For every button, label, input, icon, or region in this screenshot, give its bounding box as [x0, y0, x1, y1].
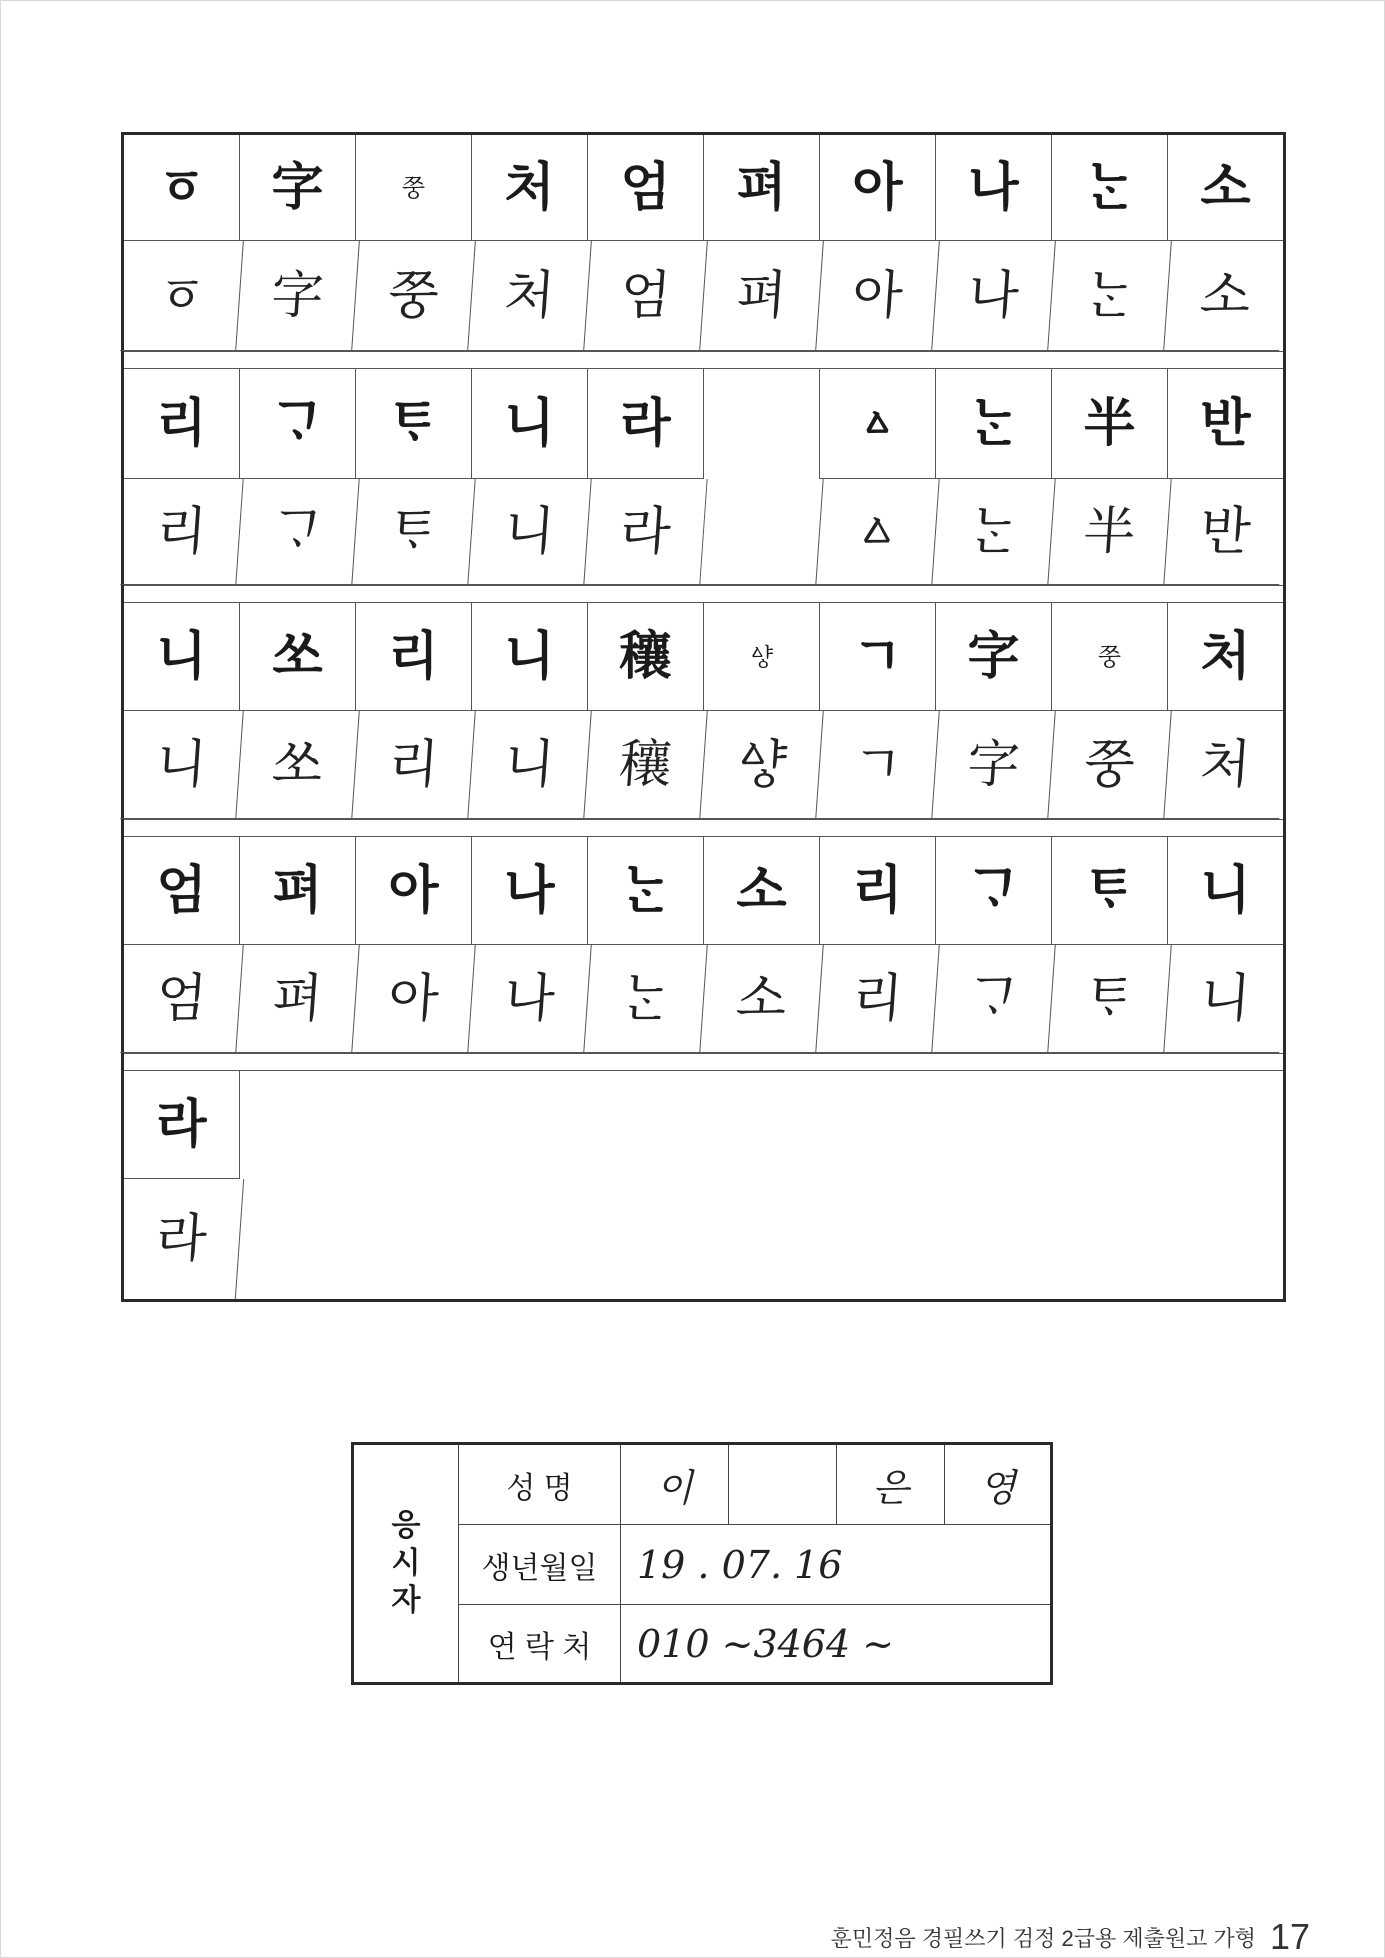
birth-date-label: 생년월일 [459, 1525, 621, 1604]
handwritten-cell: 字 [236, 241, 360, 351]
model-cell: 처 [1168, 603, 1283, 711]
handwritten-cell: 엄 [120, 945, 244, 1053]
name-char[interactable] [729, 1445, 837, 1524]
side-label-char: 응 [391, 1509, 421, 1543]
handwritten-cell: 나 [932, 241, 1056, 351]
handwritten-cell: 나 [468, 945, 592, 1053]
model-row [124, 369, 1283, 479]
model-cell: 소 [704, 837, 820, 945]
handwritten-cell: 엄 [584, 241, 708, 351]
copy-row [124, 711, 1283, 819]
handwritten-cell: 니 [468, 711, 592, 819]
model-cell: ᄂᆞᆫ [936, 369, 1052, 479]
handwritten-cell: 니 [468, 479, 591, 585]
model-cell: 쏘 [240, 603, 356, 711]
model-cell: 라 [124, 1071, 240, 1179]
name-label: 성 명 [459, 1445, 621, 1524]
birth-date-field[interactable]: 19 . 07. 16 [637, 1542, 843, 1587]
model-cell: 니 [124, 603, 240, 711]
model-cell: ᄀᆞ [240, 369, 356, 479]
side-label-char: 자 [391, 1584, 421, 1618]
handwritten-cell: ᄂᆞᆫ [932, 479, 1055, 585]
handwritten-cell: ᄂᆞᆫ [1048, 241, 1172, 351]
model-cell: ᄀᆞ [936, 837, 1052, 945]
copy-row [124, 945, 1283, 1053]
handwritten-cell: ᄂᆞᆫ [584, 945, 708, 1053]
model-cell: ᄂᆞᆫ [1052, 135, 1168, 241]
contact-row [459, 1605, 1050, 1682]
blank-cell [700, 479, 823, 585]
footer-caption: 훈민정음 경필쓰기 검정 2급용 제출원고 가형 [830, 1925, 1256, 1951]
model-cell: 리 [820, 837, 936, 945]
model-cell: 소 [1168, 135, 1283, 241]
handwritten-cell: ᄀᆞ [236, 479, 359, 585]
model-cell: 나 [472, 837, 588, 945]
row-gap [124, 585, 1283, 603]
side-label-char: 시 [391, 1546, 421, 1580]
handwritten-cell: 라 [120, 1179, 244, 1299]
contact-label: 연 락 처 [459, 1605, 621, 1682]
model-cell: 엄 [588, 135, 704, 241]
page-number: 17 [1269, 1916, 1310, 1957]
copy-row [124, 241, 1283, 351]
model-cell: ㄱ [820, 603, 936, 711]
applicant-side-label [354, 1445, 459, 1682]
model-cell: ㆆ [124, 135, 240, 241]
model-cell: 字 [936, 603, 1052, 711]
handwritten-cell: 니 [120, 711, 244, 819]
copy-row [124, 1179, 1283, 1299]
model-cell: 아 [356, 837, 472, 945]
blank-cell [704, 369, 820, 479]
model-cell: ㅿ [820, 369, 936, 479]
row-gap [124, 1053, 1283, 1071]
model-cell: 나 [936, 135, 1052, 241]
model-cell: ᄂᆞᆫ [588, 837, 704, 945]
handwritten-cell: 쭝 [1048, 711, 1172, 819]
model-cell: 니 [472, 603, 588, 711]
model-cell: 쭝 [1052, 603, 1168, 711]
handwritten-cell: 처 [1164, 711, 1287, 819]
handwritten-cell: 라 [584, 479, 707, 585]
model-row [124, 837, 1283, 945]
handwritten-cell: 아 [352, 945, 476, 1053]
model-cell: 리 [356, 603, 472, 711]
model-row [124, 1071, 1283, 1179]
birth-row [459, 1525, 1050, 1605]
model-cell: 穰 [588, 603, 704, 711]
handwritten-cell: 니 [1164, 945, 1287, 1053]
model-cell: 반 [1168, 369, 1283, 479]
handwritten-cell: ᄀᆞ [932, 945, 1056, 1053]
handwritten-cell: ᅀᅣᇰ [700, 711, 824, 819]
model-row [124, 603, 1283, 711]
handwritten-cell: 펴 [236, 945, 360, 1053]
name-row [459, 1445, 1050, 1525]
row-gap [124, 819, 1283, 837]
handwritten-cell: ᄐᆞ [352, 479, 475, 585]
model-cell: 펴 [704, 135, 820, 241]
model-cell: 半 [1052, 369, 1168, 479]
handwritten-cell: 펴 [700, 241, 824, 351]
model-cell: ᄐᆞ [356, 369, 472, 479]
row-gap [124, 351, 1283, 369]
handwritten-cell: 반 [1164, 479, 1286, 585]
model-cell: 아 [820, 135, 936, 241]
name-char[interactable]: 이 [621, 1445, 729, 1524]
model-cell: 字 [240, 135, 356, 241]
model-cell: ᅀᅣᇰ [704, 603, 820, 711]
handwritten-cell: 리 [120, 479, 243, 585]
handwritten-cell: 半 [1048, 479, 1171, 585]
name-char[interactable]: 은 [837, 1445, 945, 1524]
handwritten-cell: 리 [352, 711, 476, 819]
model-cell: 리 [124, 369, 240, 479]
handwritten-cell: 穰 [584, 711, 708, 819]
model-cell: 니 [1168, 837, 1283, 945]
contact-field[interactable]: 010 ~3464 ~ [637, 1621, 895, 1666]
copy-row [124, 479, 1283, 585]
writing-grid [121, 132, 1286, 1302]
model-cell: 처 [472, 135, 588, 241]
handwritten-cell: 字 [932, 711, 1056, 819]
handwritten-cell: 쭝 [352, 241, 476, 351]
page-footer [831, 1917, 1310, 1957]
model-row [124, 135, 1283, 241]
model-cell: 라 [588, 369, 704, 479]
handwritten-cell: 쏘 [236, 711, 360, 819]
handwritten-cell: 리 [816, 945, 940, 1053]
model-cell: 쭝 [356, 135, 472, 241]
handwritten-cell: 소 [700, 945, 824, 1053]
name-char[interactable]: 영 [979, 1466, 1016, 1510]
model-cell: 니 [472, 369, 588, 479]
handwritten-cell: ㄱ [816, 711, 940, 819]
model-cell: 펴 [240, 837, 356, 945]
handwritten-cell: 처 [468, 241, 592, 351]
handwritten-cell: ㅿ [816, 479, 939, 585]
applicant-info-box [351, 1442, 1053, 1685]
model-cell: ᄐᆞ [1052, 837, 1168, 945]
handwritten-cell: ㆆ [120, 241, 244, 351]
handwritten-cell: 소 [1164, 241, 1287, 351]
handwritten-cell: 아 [816, 241, 940, 351]
model-cell: 엄 [124, 837, 240, 945]
handwritten-cell: ᄐᆞ [1048, 945, 1172, 1053]
